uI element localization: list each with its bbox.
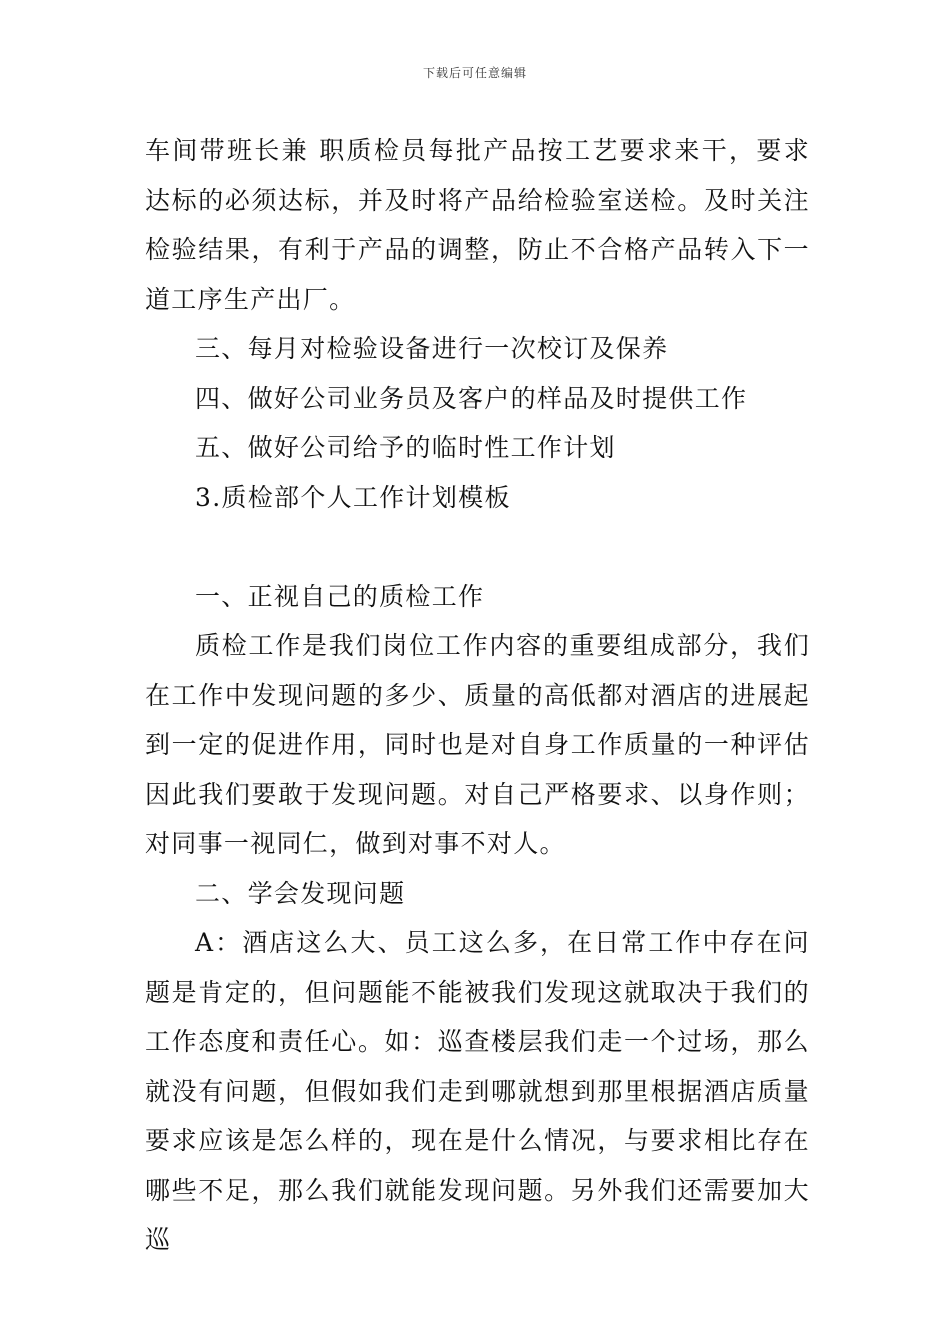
paragraph-item-three: 三、每月对检验设备进行一次校订及保养 xyxy=(195,334,669,363)
paragraph-item-four: 四、做好公司业务员及客户的样品及时提供工作 xyxy=(195,383,748,413)
page-header: 下载后可任意编辑 xyxy=(422,66,527,80)
paragraph-quality-work: 质检工作是我们岗位工作内容的重要组成部分，我们在工作中发现问题的多少、质量的高低都对酒店的进展起到一定的促进作用，同时也是对自身工作质量的一种评估因此我们要敢于发现问题。对自己严格要求、以身作则；对同事一视同仁，做到对事不对人。 xyxy=(145,631,810,858)
paragraph-workshop-inspection: 车间带班长兼 职质检员每批产品按工艺要求来干，要求达标的必须达标，并及时将产品给检验室送检。及时关注检验结果，有利于产品的调整，防止不合格产品转入下一道工序生产出厂。 xyxy=(145,136,810,314)
section-heading-one: 一、正视自己的质检工作 xyxy=(195,581,485,611)
section-heading-template: 3.质检部个人工作计划模板 xyxy=(195,482,511,512)
section-heading-two: 二、学会发现问题 xyxy=(195,878,406,908)
paragraph-find-problems: A：酒店这么大、员工这么多，在日常工作中存在问题是肯定的，但问题能不能被我们发现这就取决于我们的工作态度和责任心。如：巡查楼层我们走一个过场，那么就没有问题，但假如我们走到哪就想到那里根据酒店质量要求应该是怎么样的，现在是什么情况，与要求相比存在哪些不足，那么我们就能发现问题。另外我们还需要加大巡 xyxy=(145,928,810,1254)
blank-line xyxy=(145,522,810,572)
paragraph-item-five: 五、做好公司给予的临时性工作计划 xyxy=(195,433,616,462)
document-body xyxy=(145,126,810,1265)
